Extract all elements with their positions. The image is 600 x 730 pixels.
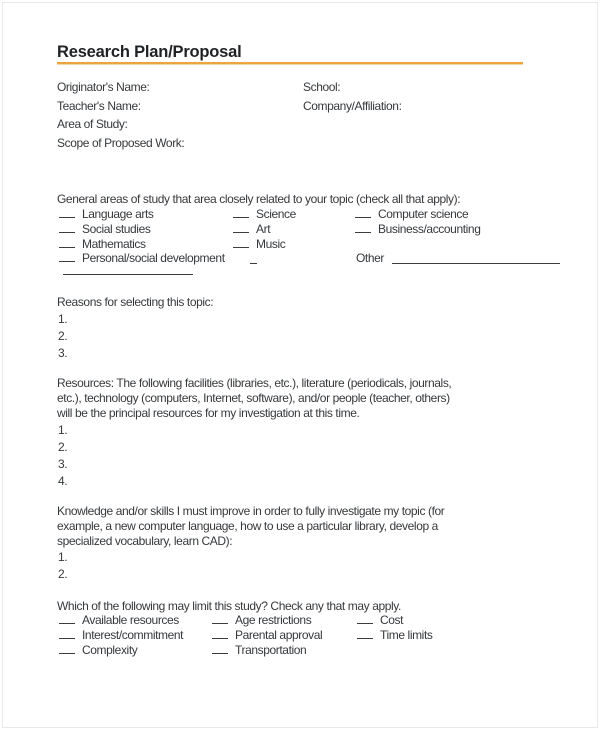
checkbox-label: Language arts xyxy=(82,207,154,221)
reason-number-2: 2. xyxy=(58,329,68,343)
checkbox-blank[interactable] xyxy=(59,223,75,233)
checkbox-item-language-arts xyxy=(59,208,154,221)
checkbox-blank[interactable] xyxy=(59,208,75,218)
knowledge-number-2: 2. xyxy=(58,567,68,581)
checkbox-blank[interactable] xyxy=(355,208,371,218)
checkbox-label: Computer science xyxy=(378,207,469,221)
other-input-line[interactable] xyxy=(392,252,560,264)
checkbox-item-available-resources xyxy=(59,614,179,627)
resource-number-1: 1. xyxy=(58,423,68,437)
checkbox-label: Cost xyxy=(380,613,404,627)
reasons-prompt: Reasons for selecting this topic: xyxy=(57,295,214,309)
continuation-input-line[interactable] xyxy=(63,263,193,275)
checkbox-blank[interactable] xyxy=(357,629,373,639)
checkbox-blank[interactable] xyxy=(212,614,228,624)
checkbox-blank[interactable] xyxy=(212,644,228,654)
knowledge-paragraph-line-3: specialized vocabulary, learn CAD): xyxy=(57,534,233,548)
checkbox-blank[interactable] xyxy=(357,614,373,624)
checkbox-item-social-studies xyxy=(59,223,150,236)
checkbox-item-art xyxy=(233,223,270,236)
checkbox-item-science xyxy=(233,208,296,221)
checkbox-item-transportation xyxy=(212,644,306,657)
checkbox-item-music xyxy=(233,238,285,251)
checkbox-item-cost xyxy=(357,614,403,627)
originator-name-label: Originator's Name: xyxy=(57,80,150,94)
area-of-study-label: Area of Study: xyxy=(57,117,128,131)
checkbox-blank[interactable] xyxy=(233,208,249,218)
checkbox-blank[interactable] xyxy=(59,614,75,624)
page-title: Research Plan/Proposal xyxy=(57,43,242,61)
checkbox-blank[interactable] xyxy=(59,644,75,654)
scope-of-work-label: Scope of Proposed Work: xyxy=(57,136,185,150)
checkbox-label: Transportation xyxy=(235,643,307,657)
checkbox-label: Time limits xyxy=(380,628,433,642)
reason-number-3: 3. xyxy=(58,346,68,360)
checkbox-item-age-restrictions xyxy=(212,614,311,627)
checkbox-blank[interactable] xyxy=(59,252,75,262)
checkbox-label: Age restrictions xyxy=(235,613,312,627)
checkbox-label: Interest/commitment xyxy=(82,628,184,642)
checkbox-label: Social studies xyxy=(82,222,151,236)
checkbox-label: Personal/social development xyxy=(82,251,225,265)
checkbox-item-parental-approval xyxy=(212,629,322,642)
areas-prompt: General areas of study that area closely related to your topic (check all that apply): xyxy=(57,192,461,206)
checkbox-label: Music xyxy=(256,237,286,251)
checkbox-label: Available resources xyxy=(82,613,179,627)
checkbox-label: Mathematics xyxy=(82,237,146,251)
reason-number-1: 1. xyxy=(58,312,68,326)
resource-number-4: 4. xyxy=(58,474,68,488)
checkbox-blank[interactable] xyxy=(59,238,75,248)
checkbox-blank[interactable] xyxy=(233,223,249,233)
resources-paragraph-line-1: Resources: The following facilities (libraries, etc.), literature (periodicals, journals, xyxy=(57,376,452,390)
knowledge-paragraph-line-2: example, a new computer language, how to use a particular library, develop a xyxy=(57,519,438,533)
other-label: Other xyxy=(356,251,385,265)
limits-prompt: Which of the following may limit this study? Check any that may apply. xyxy=(57,599,401,613)
checkbox-item-time-limits xyxy=(357,629,432,642)
resources-paragraph-line-3: will be the principal resources for my investigation at this time. xyxy=(57,406,360,420)
resource-number-2: 2. xyxy=(58,440,68,454)
school-label: School: xyxy=(303,80,341,94)
checkbox-blank[interactable] xyxy=(233,238,249,248)
checkbox-item-complexity xyxy=(59,644,137,657)
checkbox-label: Business/accounting xyxy=(378,222,481,236)
resource-number-3: 3. xyxy=(58,457,68,471)
knowledge-paragraph-line-1: Knowledge and/or skills I must improve in order to fully investigate my topic (for xyxy=(57,504,445,518)
checkbox-blank[interactable] xyxy=(59,629,75,639)
knowledge-number-1: 1. xyxy=(58,550,68,564)
title-underline xyxy=(57,62,523,64)
checkbox-item-interest-commitment xyxy=(59,629,183,642)
checkbox-item-business-accounting xyxy=(355,223,480,236)
checkbox-label: Science xyxy=(256,207,296,221)
teacher-name-label: Teacher's Name: xyxy=(57,99,141,113)
company-affiliation-label: Company/Affiliation: xyxy=(303,99,402,113)
checkbox-blank[interactable] xyxy=(355,223,371,233)
checkbox-label: Art xyxy=(256,222,271,236)
stray-underscore-mark xyxy=(250,252,257,264)
checkbox-item-computer-science xyxy=(355,208,468,221)
checkbox-item-mathematics xyxy=(59,238,146,251)
checkbox-blank[interactable] xyxy=(212,629,228,639)
checkbox-label: Parental approval xyxy=(235,628,323,642)
resources-paragraph-line-2: etc.), technology (computers, Internet, software), and/or people (teacher, others) xyxy=(57,391,450,405)
checkbox-label: Complexity xyxy=(82,643,138,657)
